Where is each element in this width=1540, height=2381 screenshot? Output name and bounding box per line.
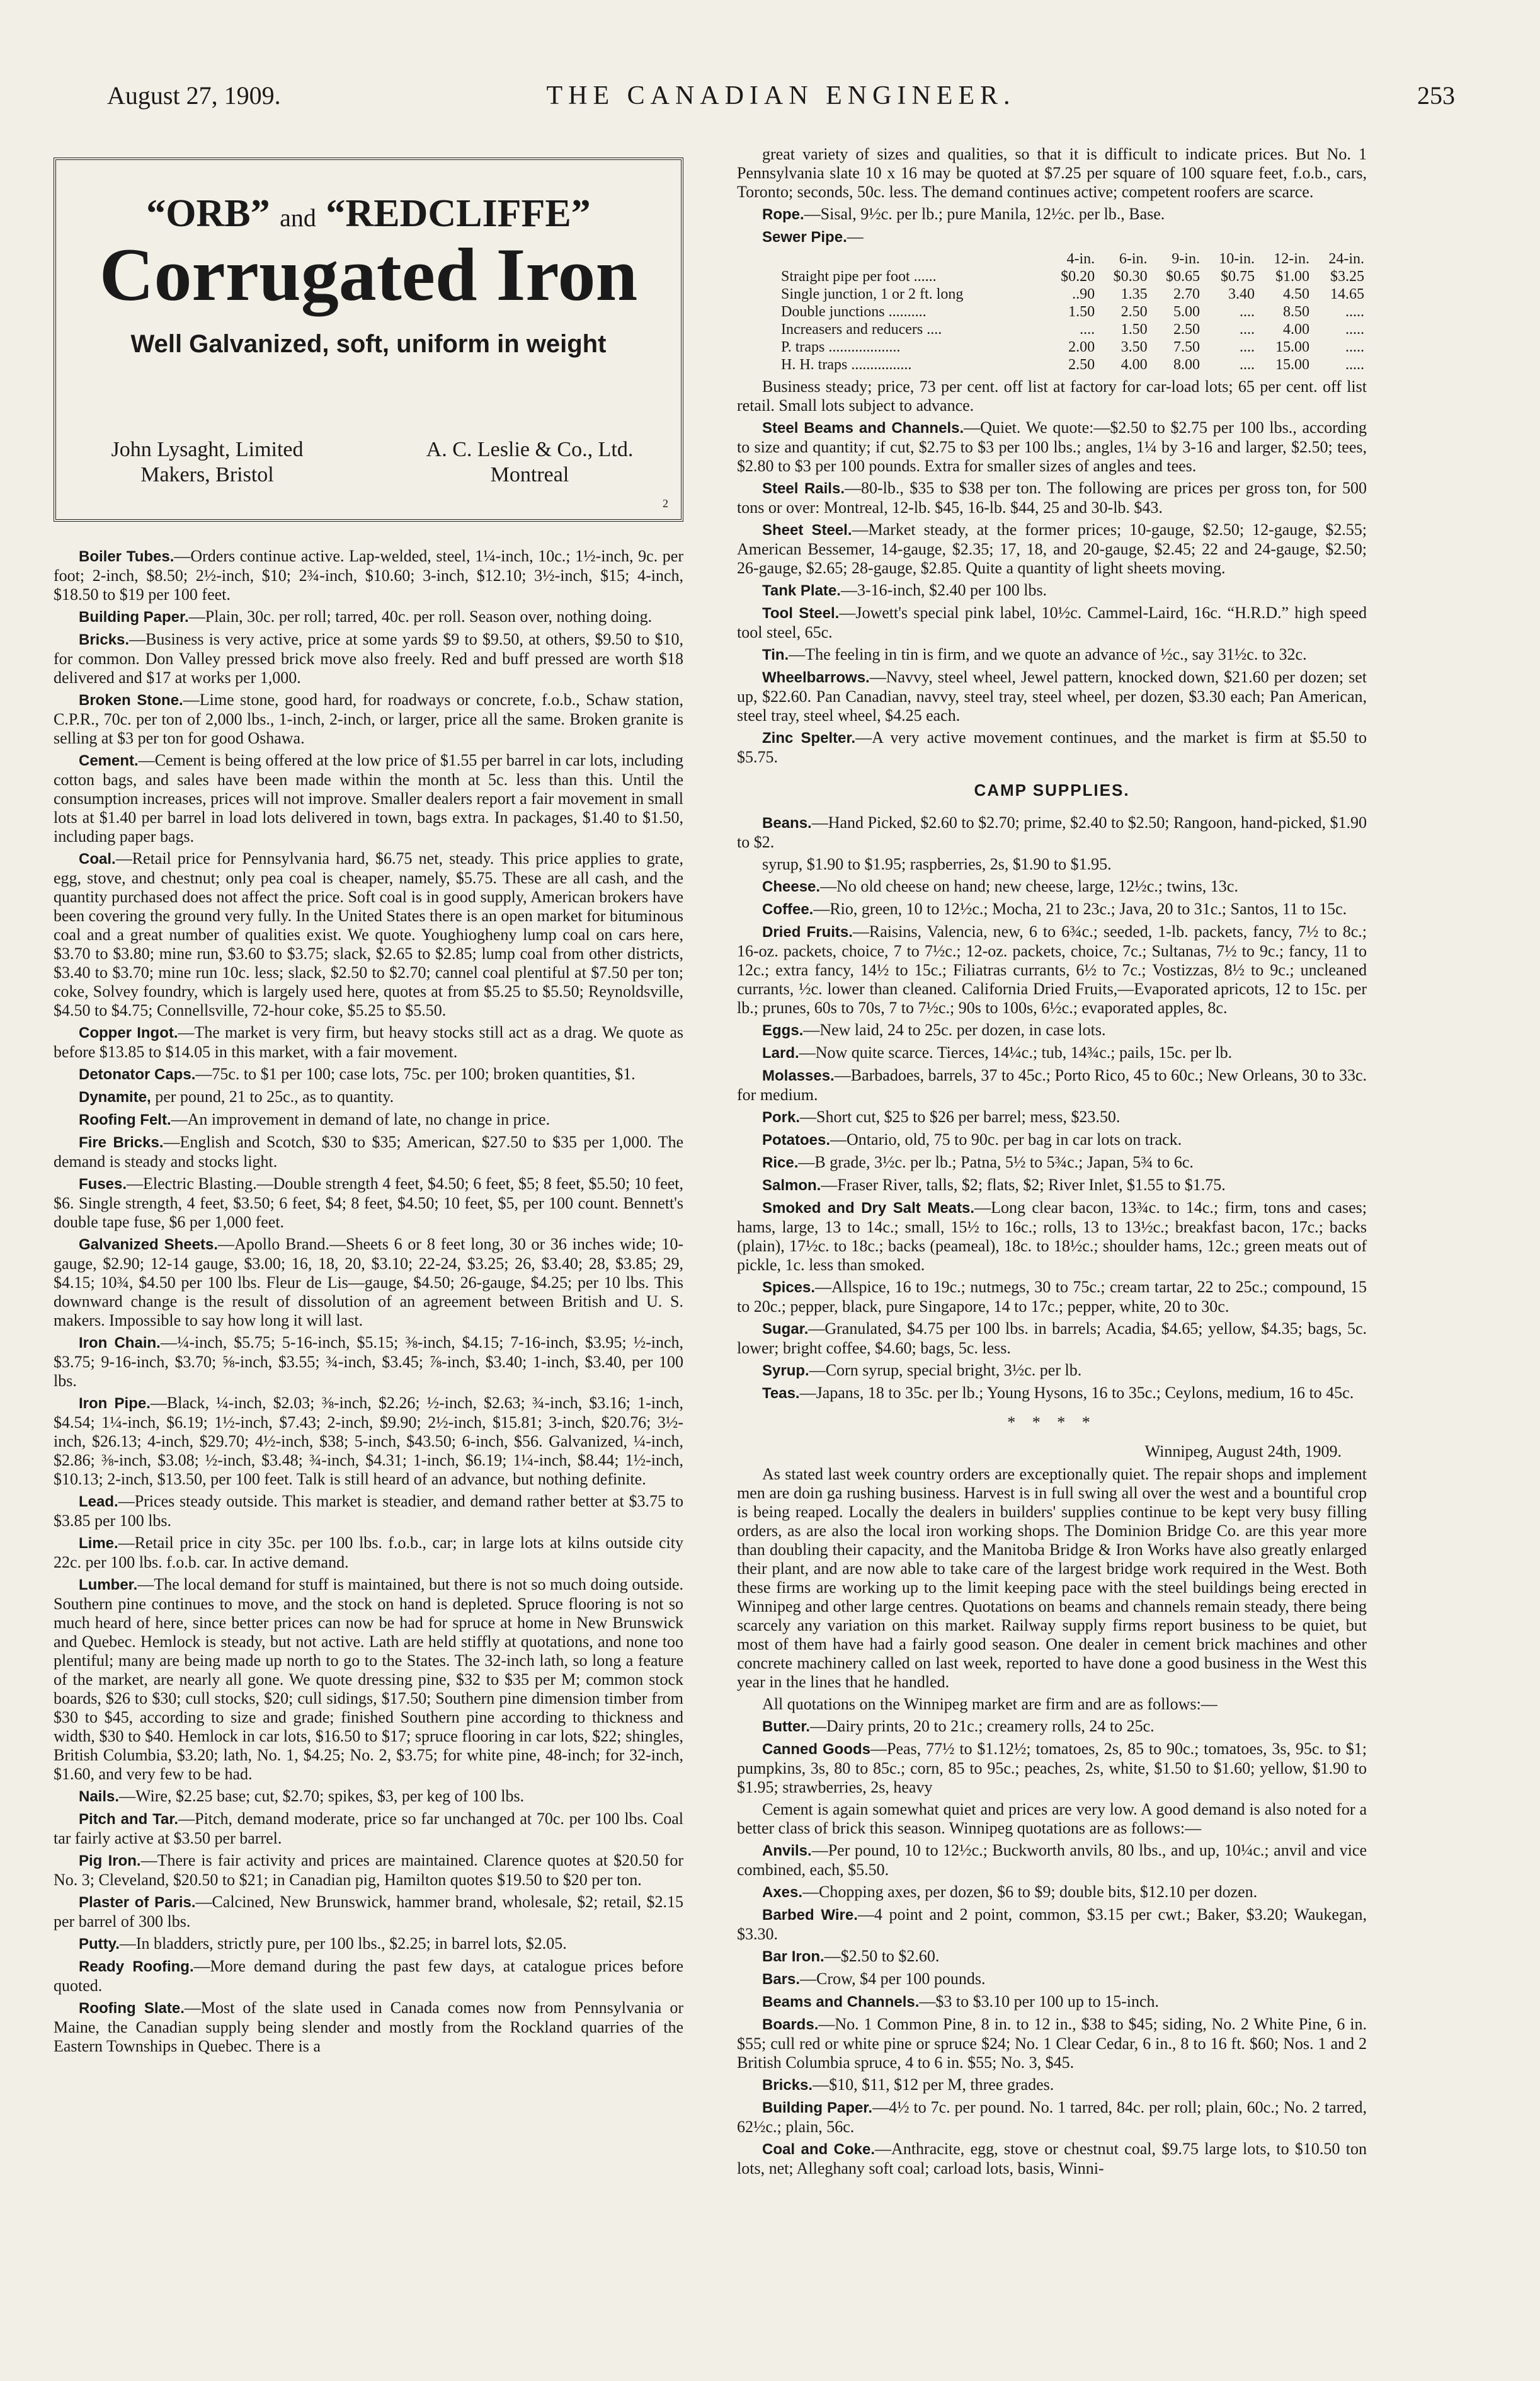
item-text: —Rio, green, 10 to 12½c.; Mocha, 21 to 23c.; Java, 20 to 31c.; Santos, 11 to 15c. — [813, 900, 1347, 918]
market-item — [737, 1108, 1367, 1127]
market-item — [737, 877, 1367, 897]
sewer-pipe-cell: $3.25 — [1330, 268, 1364, 285]
market-item — [737, 520, 1367, 578]
market-item — [737, 900, 1367, 919]
market-item — [54, 1023, 683, 1062]
toronto-market-items — [54, 547, 683, 2056]
ad-brand-redcliffe: “REDCLIFFE” — [326, 192, 591, 235]
report-paragraph: All quotations on the Winnipeg market are firm and are as follows:— — [762, 1695, 1218, 1713]
item-heading: Lime. — [79, 1535, 118, 1552]
market-item — [737, 145, 1367, 202]
item-heading: Axes. — [762, 1884, 803, 1901]
sewer-pipe-cell: 2.00 — [1068, 339, 1095, 355]
market-item — [737, 1153, 1367, 1173]
sewer-pipe-row — [737, 321, 1367, 338]
sewer-pipe-cell: 4.00 — [1121, 357, 1148, 373]
item-text: —Jowett's special pink label, 10½c. Cammel-Laird, 16c. “H.R.D.” high speed tool steel, 65c. — [737, 604, 1367, 641]
sewer-pipe-cell: P. traps ................... — [781, 339, 901, 355]
item-text: —Allspice, 16 to 19c.; nutmegs, 30 to 75c.; cream tartar, 22 to 25c.; compound, 15 to 20c.; pepper, black, pure Singapore, 14 to 17c.; pepper, white, 20 to 30c. — [737, 1278, 1367, 1316]
item-text: Cement is again somewhat quiet and prices are very low. A good demand is also noted for a better class of brick this season. Winnipeg quotations are as follows:— — [737, 1800, 1367, 1837]
market-item — [737, 2015, 1367, 2072]
item-text: —Corn syrup, special bright, 3½c. per lb. — [809, 1361, 1082, 1379]
sewer-pipe-cell: .... — [1080, 321, 1095, 338]
item-text: —Per pound, 10 to 12½c.; Buckworth anvils, 80 lbs., and up, 10¼c.; anvil and vice combined, each, $5.50. — [737, 1841, 1367, 1879]
market-item — [737, 922, 1367, 1018]
sewer-pipe-cell: 3.40 — [1228, 286, 1255, 302]
item-heading: Lead. — [79, 1493, 118, 1510]
left-column — [54, 145, 683, 2059]
market-item — [737, 855, 1367, 874]
market-item — [737, 1176, 1367, 1195]
market-item — [54, 1893, 683, 1931]
ad-product: Corrugated Iron — [99, 232, 638, 316]
sewer-pipe-cell: 1.35 — [1121, 286, 1148, 302]
item-text: —Pitch, demand moderate, price so far unchanged at 70c. per 100 lbs. Coal tar fairly active at $3.50 per barrel. — [54, 1810, 684, 1847]
ad-tagline: Well Galvanized, soft, uniform in weight — [130, 330, 607, 358]
sewer-pipe-cell: 14.65 — [1330, 286, 1364, 302]
item-text: —4 point and 2 point, common, $3.15 per cwt.; Baker, $3.20; Waukegan, $3.30. — [737, 1905, 1367, 1943]
market-item — [54, 1999, 683, 2056]
market-item — [737, 479, 1367, 517]
market-item — [54, 630, 683, 687]
market-item — [54, 547, 683, 604]
item-text: —A very active movement continues, and the market is firm at $5.50 to $5.75. — [737, 728, 1367, 766]
sewer-pipe-cell: 2.50 — [1173, 321, 1200, 338]
sewer-pipe-row — [737, 303, 1367, 321]
item-text: —Calcined, New Brunswick, hammer brand, wholesale, $2; retail, $2.15 per barrel of 300 lbs. — [54, 1893, 684, 1931]
item-heading: Ready Roofing. — [79, 1958, 194, 1975]
item-heading: Salmon. — [762, 1177, 821, 1194]
item-text: —In bladders, strictly pure, per 100 lbs., $2.25; in barrel lots, $2.05. — [119, 1934, 567, 1953]
market-item — [737, 1278, 1367, 1316]
sewer-pipe-cell: .... — [1239, 357, 1255, 373]
item-text: —No. 1 Common Pine, 8 in. to 12 in., $38 to $45; siding, No. 2 White Pine, 6 in. $55; cull red or white pine or spruce $24; No. 1 Clear Cedar, 6 in., 8 to 16 ft. $60; Nos. 1 and 2 British Columbia spruce, 4 to 6 in. $55; No. 3, $45. — [737, 2015, 1367, 2072]
item-heading: Iron Pipe. — [79, 1395, 151, 1412]
market-item — [54, 1575, 683, 1784]
sewer-pipe-cell: Single junction, 1 or 2 ft. long — [781, 286, 964, 302]
item-heading: Coffee. — [762, 901, 814, 918]
sewer-pipe-cell: Straight pipe per foot ...... — [781, 268, 937, 285]
market-item — [54, 1174, 683, 1232]
market-item — [737, 1841, 1367, 1879]
item-heading: Building Paper. — [79, 609, 189, 626]
item-heading: Galvanized Sheets. — [79, 1236, 219, 1253]
item-text: —Granulated, $4.75 per 100 lbs. in barrels; Acadia, $4.65; yellow, $4.35; bags, 5c. lower; bright coffee, $4.60; bags, 5c. less. — [737, 1319, 1367, 1357]
market-item — [54, 1333, 683, 1391]
item-heading: Bricks. — [79, 631, 130, 648]
item-heading: Tin. — [762, 646, 789, 663]
item-text: —Dairy prints, 20 to 21c.; creamery rolls, 24 to 25c. — [810, 1717, 1155, 1735]
corrugated-iron-advertisement — [54, 158, 683, 522]
sewer-pipe-column-header: 4-in. — [1066, 251, 1095, 267]
item-heading: Pitch and Tar. — [79, 1811, 179, 1828]
page-header — [107, 81, 1455, 118]
item-text: —Navvy, steel wheel, Jewel pattern, knocked down, $21.60 per dozen; set up, $22.60. Pan Canadian, navvy, steel tray, steel wheel, per dozen, $3.30 each; Pan American, steel tray, steel wheel, $4.25 each. — [737, 668, 1367, 725]
market-item — [54, 691, 683, 748]
item-text: —Crow, $4 per 100 pounds. — [800, 1970, 986, 1988]
sewer-pipe-cell: $1.00 — [1275, 268, 1309, 285]
sewer-pipe-column-header: 24-in. — [1328, 251, 1364, 267]
issue-date: August 27, 1909. — [107, 81, 281, 110]
item-text: —Hand Picked, $2.60 to $2.70; prime, $2.40 to $2.50; Rangoon, hand-picked, $1.90 to $2. — [737, 813, 1367, 851]
market-item — [737, 1130, 1367, 1150]
item-heading: Canned Goods — [762, 1741, 871, 1758]
sewer-pipe-cell: 4.00 — [1282, 321, 1309, 338]
ad-number: 2 — [663, 497, 668, 510]
item-heading: Detonator Caps. — [79, 1066, 196, 1083]
item-heading: Copper Ingot. — [79, 1024, 178, 1041]
item-text: —English and Scotch, $30 to $35; American, $27.50 to $35 per 1,000. The demand is steady and stocks light. — [54, 1133, 684, 1171]
item-text: —4½ to 7c. per pound. No. 1 tarred, 84c. per roll; plain, 60c.; No. 2 tarred, 62½c.; plain, 56c. — [737, 2098, 1367, 2136]
item-text: —Fraser River, talls, $2; flats, $2; River Inlet, $1.55 to $1.75. — [821, 1176, 1226, 1194]
sewer-pipe-cell: 4.50 — [1282, 286, 1309, 302]
item-heading: Steel Beams and Channels. — [762, 420, 964, 437]
item-heading: Roofing Slate. — [79, 2000, 185, 2017]
market-item — [737, 1198, 1367, 1275]
ad-brand-and: and — [280, 204, 316, 232]
item-heading: Nails. — [79, 1788, 120, 1805]
sewer-pipe-cell: ..... — [1345, 339, 1364, 355]
market-item — [737, 1384, 1367, 1403]
item-heading: Barbed Wire. — [762, 1907, 858, 1924]
item-heading: Cement. — [79, 752, 139, 769]
item-heading: Smoked and Dry Salt Meats. — [762, 1200, 975, 1217]
item-heading: Boiler Tubes. — [79, 548, 174, 565]
section-separator: * * * * — [1007, 1413, 1097, 1431]
sewer-pipe-cell: ..... — [1345, 304, 1364, 320]
sewer-pipe-cell: 7.50 — [1173, 339, 1200, 355]
item-text: —Lime stone, good hard, for roadways or concrete, f.o.b., Schaw station, C.P.R., 70c. per ton of 2,000 lbs., 1-inch, 2-inch, or larger, price all the same. Broken granite is selling at $3 per ton for good Oshawa. — [54, 691, 683, 747]
market-item — [54, 1492, 683, 1530]
item-heading: Potatoes. — [762, 1132, 831, 1149]
sewer-pipe-column-header: 12-in. — [1274, 251, 1309, 267]
item-heading: Sugar. — [762, 1321, 809, 1338]
item-heading: Bar Iron. — [762, 1948, 824, 1965]
item-heading: Plaster of Paris. — [79, 1894, 196, 1911]
sewer-pipe-cell: ..90 — [1072, 286, 1095, 302]
market-items-continued — [737, 145, 1367, 247]
item-heading: Butter. — [762, 1718, 811, 1735]
market-items-after-table — [737, 377, 1367, 767]
item-text: —Japans, 18 to 35c. per lb.; Young Hysons, 16 to 35c.; Ceylons, medium, 16 to 45c. — [799, 1384, 1354, 1402]
item-text: —New laid, 24 to 25c. per dozen, in case lots. — [803, 1021, 1106, 1039]
market-item — [737, 1800, 1367, 1838]
item-text: —An improvement in demand of late, no change in price. — [171, 1110, 550, 1128]
sewer-pipe-row — [737, 268, 1367, 285]
market-item — [54, 751, 683, 846]
market-item — [737, 227, 1367, 247]
item-text: —There is fair activity and prices are maintained. Clarence quotes at $20.50 for No. 3; Cleveland, $20.50 to $21; in Canadian pig, Hamilton quotes $19.50 to $20 per ton. — [54, 1851, 683, 1889]
item-heading: Broken Stone. — [79, 692, 183, 709]
item-text: great variety of sizes and qualities, so that it is difficult to indicate prices. But No. 1 Pennsylvania slate 10 x 16 may be quoted at $7.25 per square of 100 square feet, f.o.b., cars, Toronto; seconds, 50c. less. The demand continues active; competent roofers are scarce. — [737, 145, 1367, 201]
market-item — [737, 604, 1367, 642]
item-heading: Tool Steel. — [762, 605, 840, 622]
sewer-pipe-row — [737, 338, 1367, 356]
item-text: —Raisins, Valencia, new, 6 to 6¾c.; seeded, 1-lb. packets, fancy, 7½ to 8c.; 16-oz. packets, choice, 7 to 7½c.; 12-oz. packets, choice, 7c.; Sultanas, 7½ to 9c.; fancy, 11 to 12c.; extra fancy, 14½ to 15c.; Filiatras currants, 6½ to 7c.; Vostizzas, 8½ to 9c.; uncleaned currants, ½c. lower than cleaned. California Dried Fruits,—Evaporated apricots, 12 to 15c. per lb.; prunes, 60s to 70s, 7 to 7½c.; 90s to 100s, 6½c.; evaporated apples, 8c. — [737, 922, 1367, 1017]
item-heading: Beams and Channels. — [762, 1994, 920, 2011]
item-text: —Retail price in city 35c. per 100 lbs. f.o.b., car; in large lots at kilns outside city 22c. per 100 lbs. f.o.b. car. In active demand. — [54, 1534, 683, 1571]
item-text: —Quiet. We quote:—$2.50 to $2.75 per 100 lbs., according to size and quantity; if cut, $2.75 to $3 per 100 lbs.; angles, 1¼ by 3-16 and larger, $2.50; tees, $2.80 to $3 per 100 pounds. Extra for smaller sizes of angles and tees. — [737, 418, 1367, 475]
market-item — [737, 1066, 1367, 1104]
sewer-pipe-cell: 2.50 — [1068, 357, 1095, 373]
item-text: —Plain, 30c. per roll; tarred, 40c. per roll. Season over, nothing doing. — [188, 607, 653, 626]
camp-supplies-items — [737, 813, 1367, 1403]
item-text: — — [847, 227, 864, 246]
market-item — [54, 1394, 683, 1489]
sewer-pipe-cell: 8.50 — [1282, 304, 1309, 320]
item-text: —¼-inch, $5.75; 5-16-inch, $5.15; ⅜-inch, $4.15; 7-16-inch, $3.95; ½-inch, $3.75; 9-16-inch, $3.70; ⅝-inch, $3.55; ¾-inch, $3.45; ⅞-inch, $3.40; 1-inch, $3.40, per 100 lbs. — [54, 1333, 683, 1390]
market-item — [737, 377, 1367, 415]
ad-maker-leslie: A. C. Leslie & Co., Ltd. Montreal — [426, 438, 634, 486]
item-heading: Iron Chain. — [79, 1334, 161, 1351]
market-item — [737, 645, 1367, 665]
sewer-pipe-row — [737, 285, 1367, 303]
winnipeg-market-items — [737, 1717, 1367, 2178]
item-text: —Prices steady outside. This market is steadier, and demand rather better at $3.75 to $3.85 per 100 lbs. — [54, 1492, 683, 1530]
item-text: —The feeling in tin is firm, and we quote an advance of ½c., say 31½c. to 32c. — [789, 645, 1307, 663]
item-text: syrup, $1.90 to $1.95; raspberries, 2s, $1.90 to $1.95. — [762, 855, 1112, 873]
market-item — [737, 1043, 1367, 1063]
item-text: —Sisal, 9½c. per lb.; pure Manila, 12½c. per lb., Base. — [804, 205, 1165, 223]
item-text: —80-lb., $35 to $38 per ton. The following are prices per gross ton, for 500 tons or over: Montreal, 12-lb. $45, 16-lb. $44, 25 and 30-lb. $43. — [737, 479, 1367, 517]
item-text: —Market steady, at the former prices; 10-gauge, $2.50; 12-gauge, $2.55; American Bessemer, 14-gauge, $2.35; 17, 18, and 20-gauge, $2.45; 22 and 24-gauge, $2.50; 26-gauge, $2.65; 28-gauge, $2.85. Quite a quantity of light sheets moving. — [737, 520, 1367, 577]
market-item — [54, 1065, 683, 1084]
sewer-pipe-cell: 15.00 — [1275, 357, 1309, 373]
item-text: —$2.50 to $2.60. — [824, 1947, 940, 1965]
item-heading: Syrup. — [762, 1362, 809, 1379]
item-heading: Fire Bricks. — [79, 1134, 164, 1151]
item-heading: Coal and Coke. — [762, 2141, 876, 2158]
sewer-pipe-cell: .... — [1239, 304, 1255, 320]
item-heading: Sheet Steel. — [762, 522, 852, 539]
market-item — [54, 1235, 683, 1330]
market-item — [54, 1787, 683, 1806]
market-item — [737, 1021, 1367, 1040]
ad-maker-lysaght: John Lysaght, Limited Makers, Bristol — [111, 438, 304, 486]
market-item — [737, 728, 1367, 767]
market-item — [54, 1534, 683, 1572]
ad-brand-orb: “ORB” — [146, 192, 270, 235]
sewer-pipe-cell: ..... — [1345, 321, 1364, 338]
market-item — [737, 1319, 1367, 1358]
sewer-pipe-cell: Double junctions .......... — [781, 304, 927, 320]
item-text: —Apollo Brand.—Sheets 6 or 8 feet long, 30 or 36 inches wide; 10-gauge, $2.90; 12-14 gauge, $3.00; 16, 18, 20, $3.10; 22-24, $3.25; 26, $3.40; 28, $3.85; 29, $4.15; 10¾, $4.50 per 100 lbs. Fleur de Lis—gauge, $4.50; 26-gauge, $4.25; per 10 lbs. This downward change is the result of dissolution of an agreement between British and U. S. makers. Impossible to say how long it will last. — [54, 1235, 683, 1329]
sewer-pipe-header-row — [737, 250, 1367, 268]
market-item — [737, 813, 1367, 852]
market-item — [737, 1361, 1367, 1380]
item-text: —Short cut, $25 to $26 per barrel; mess, $23.50. — [800, 1108, 1121, 1126]
item-text: —Anthracite, egg, stove or chestnut coal, $9.75 large lots, to $10.50 ton lots, net; Alleghany soft coal; carload lots, basis, Winni- — [737, 2140, 1367, 2177]
sewer-pipe-column-header: 6-in. — [1119, 251, 1148, 267]
item-text: —Now quite scarce. Tierces, 14¼c.; tub, 14¾c.; pails, 15c. per lb. — [799, 1043, 1233, 1062]
item-heading: Rice. — [762, 1154, 799, 1171]
market-item — [737, 1970, 1367, 1989]
item-heading: Dynamite, — [79, 1089, 151, 1106]
item-heading: Teas. — [762, 1385, 800, 1402]
item-text: Business steady; price, 73 per cent. off list at factory for car-load lots; 65 per cent. off list retail. Small lots subject to advance. — [737, 377, 1367, 415]
item-heading: Pork. — [762, 1109, 801, 1126]
sewer-pipe-cell: ..... — [1345, 357, 1364, 373]
market-item — [54, 1957, 683, 1995]
market-item — [54, 1810, 683, 1848]
page-number: 253 — [1417, 81, 1455, 110]
sewer-pipe-row — [737, 356, 1367, 374]
item-text: —Orders continue active. Lap-welded, steel, 1¼-inch, 10c.; 1½-inch, 9c. per foot; 2-inch, $8.50; 2½-inch, $10; 2¾-inch, $10.60; 3-inch, $12.10; 3½-inch, $15; 4-inch, $18.50 to $19 per 100 feet. — [54, 547, 683, 604]
item-heading: Spices. — [762, 1279, 816, 1296]
sewer-pipe-cell: 8.00 — [1173, 357, 1200, 373]
item-heading: Anvils. — [762, 1842, 812, 1859]
item-text: —Peas, 77½ to $1.12½; tomatoes, 2s, 85 to 90c.; tomatoes, 3s, 95c. to $1; pumpkins, 3s, 80 to 85c.; corn, 85 to 95c.; peaches, 2s, white, $1.50 to $1.60; yellow, $1.90 to $1.95; strawberries, 2s, heavy — [737, 1740, 1367, 1796]
right-column — [737, 145, 1367, 2181]
item-text: —The market is very firm, but heavy stocks still act as a drag. We quote as before $13.85 to $14.05 in this market, with a fair movement. — [54, 1023, 683, 1061]
market-item — [737, 1740, 1367, 1797]
market-item — [54, 607, 683, 627]
journal-title: THE CANADIAN ENGINEER. — [546, 81, 1016, 110]
item-heading: Zinc Spelter. — [762, 730, 856, 747]
sewer-pipe-cell: 15.00 — [1275, 339, 1309, 355]
sewer-pipe-cell: $0.30 — [1113, 268, 1148, 285]
item-text: —The local demand for stuff is maintained, but there is not so much doing outside. Southern pine continues to move, and the stock on hand is depleted. Spruce flooring is not so much heard of here, since better prices can now be had for spruce at home in New Brunswick and Quebec. Hemlock is steady, but not active. Lath are held stiffly at quotations, and none too plentiful; many are being made up north to go to the States. The 32-inch lath, so long a feature of the market, are nearly all gone. We quote dressing pine, $32 to $35 per M; common stock boards, $26 to $30; cull stocks, $20; cull sidings, $17.50; Southern pine dimension timber from $30 to $45, according to size and grade; finished Southern pine according to thickness and width, $30 to $40. Hemlock in car lots, $16.50 to $17; spruce flooring in car lots, $22; shingles, British Columbia, $3.20; lath, No. 1, $4.25; No. 2, $3.75; for white pine, 48-inch; for 32-inch, $1.60, and very few to be had. — [54, 1575, 683, 1783]
item-heading: Lumber. — [79, 1576, 138, 1593]
item-heading: Sewer Pipe. — [762, 229, 847, 246]
market-item — [737, 1947, 1367, 1966]
item-text: —75c. to $1 per 100; case lots, 75c. per 100; broken quantities, $1. — [195, 1065, 636, 1083]
sewer-pipe-cell: $0.65 — [1165, 268, 1200, 285]
item-text: —$10, $11, $12 per M, three grades. — [813, 2075, 1054, 2094]
market-item — [737, 668, 1367, 725]
market-item — [737, 205, 1367, 224]
market-item — [54, 1133, 683, 1171]
sewer-pipe-column-header: 9-in. — [1172, 251, 1200, 267]
market-item — [54, 1087, 683, 1107]
sewer-pipe-cell: 1.50 — [1068, 304, 1095, 320]
item-heading: Putty. — [79, 1936, 120, 1953]
item-text: —Business is very active, price at some yards $9 to $9.50, at others, $9.50 to $10, for common. Don Valley pressed brick move also freely. Red and buff pressed are worth $18 delivered and $17 at works per 1,000. — [54, 630, 683, 687]
market-item — [54, 1934, 683, 1954]
item-text: —$3 to $3.10 per 100 up to 15-inch. — [919, 1992, 1159, 2011]
market-item — [737, 418, 1367, 476]
item-heading: Dried Fruits. — [762, 924, 853, 941]
item-text: —Most of the slate used in Canada comes now from Pennsylvania or Maine, the Canadian supply being slender and mostly from the Rockland quarries of the Eastern Townships in Quebec. There is a — [54, 1999, 683, 2055]
winnipeg-report — [737, 1465, 1367, 1714]
market-item — [737, 1905, 1367, 1944]
ad-brand-names — [56, 160, 681, 235]
item-heading: Rope. — [762, 206, 804, 223]
sewer-pipe-cell: .... — [1239, 321, 1255, 338]
sewer-pipe-cell: 3.50 — [1121, 339, 1148, 355]
item-heading: Building Paper. — [762, 2099, 873, 2116]
camp-supplies-heading: CAMP SUPPLIES. — [974, 781, 1130, 800]
item-text: —Ontario, old, 75 to 90c. per bag in car lots on track. — [830, 1130, 1182, 1149]
item-heading: Roofing Felt. — [79, 1111, 171, 1128]
item-text: —Electric Blasting.—Double strength 4 feet, $4.50; 6 feet, $5; 8 feet, $5.50; 10 feet, $6. Single strength, 4 feet, $3.50; 6 feet, $4; 8 feet, $4.50; 10 feet, $5, per 100 count. Bennett's double tape fuse, $6 per 1,000 feet. — [54, 1174, 683, 1231]
sewer-pipe-cell: 2.50 — [1121, 304, 1148, 320]
item-heading: Eggs. — [762, 1022, 804, 1039]
market-item — [737, 2140, 1367, 2178]
item-heading: Bricks. — [762, 2077, 813, 2094]
market-item — [54, 849, 683, 1020]
item-heading: Wheelbarrows. — [762, 669, 870, 686]
sewer-pipe-cell: H. H. traps ................ — [781, 357, 912, 373]
market-item — [737, 2098, 1367, 2137]
market-item — [737, 1883, 1367, 1902]
report-paragraph: As stated last week country orders are exceptionally quiet. The repair shops and implement men are doin ga rushing business. Harvest is in full swing all over the west and a bountiful crop is being reaped. Locally the dealers in builders' supplies continue to be kept very busy filling orders, as are also the local iron working shops. The Dominion Bridge Co. are this year more than doubling their capacity, and the Manitoba Bridge & Iron Works have also greatly enlarged their plant, and are now able to take care of the largest bridge work required in the West. Both these firms are working up to the limit keeping pace with the steel buildings being erected in Winnipeg and other large centres. Quotations on beams and channels remain steady, there being scarcely any variation on this market. Railway supply firms report business to be quiet, but most of them have had a fairly good season. One dealer in cement brick machines and other concrete machinery called on last week, reported to have done a good business in the West this year in the lines that he handled. — [737, 1465, 1367, 1691]
item-heading: Beans. — [762, 815, 812, 832]
item-text: —Wire, $2.25 base; cut, $2.70; spikes, $3, per keg of 100 lbs. — [119, 1787, 525, 1805]
sewer-pipe-cell: .... — [1239, 339, 1255, 355]
item-text: —3-16-inch, $2.40 per 100 lbs. — [840, 581, 1047, 599]
item-text: —More demand during the past few days, at catalogue prices before quoted. — [54, 1957, 683, 1995]
item-heading: Lard. — [762, 1045, 799, 1062]
item-heading: Tank Plate. — [762, 582, 841, 599]
sewer-pipe-column-header — [737, 250, 1045, 268]
market-item — [737, 1992, 1367, 2012]
market-item — [54, 1110, 683, 1130]
sewer-pipe-cell: 1.50 — [1121, 321, 1148, 338]
sewer-pipe-cell: Increasers and reducers .... — [781, 321, 942, 338]
item-text: —B grade, 3½c. per lb.; Patna, 5½ to 5¾c.; Japan, 5¾ to 6c. — [798, 1153, 1194, 1171]
sewer-pipe-cell: $0.75 — [1220, 268, 1255, 285]
item-text: —Long clear bacon, 13¾c. to 14c.; firm, tons and cases; hams, large, 13 to 14c.; small, 15½ to 16c.; rolls, 13 to 13½c.; breakfast bacon, 17c.; backs (plain), 17½c. to 18c.; backs (peameal), 18c. to 18½c.; shoulder hams, 12c.; green meats out of pickle, 1c. less than smoked. — [737, 1198, 1367, 1274]
market-item — [54, 1851, 683, 1890]
sewer-pipe-cell: $0.20 — [1061, 268, 1095, 285]
item-text: per pound, 21 to 25c., as to quantity. — [151, 1087, 394, 1106]
market-item — [737, 581, 1367, 600]
item-text: —Black, ¼-inch, $2.03; ⅜-inch, $2.26; ½-inch, $2.63; ¾-inch, $3.16; 1-inch, $4.54; 1¼-inch, $6.19; 1½-inch, $7.43; 2-inch, $9.90; 2½-inch, $15.81; 3-inch, $20.76; 3½-inch, $26.13; 4-inch, $29.70; 4½-inch, $38; 5-inch, $43.50; 6-inch, $56. Galvanized, ¼-inch, $2.86; ⅜-inch, $3.08; ½-inch, $3.48; ¾-inch, $4.31; 1-inch, $6.19; 1¼-inch, $8.44; 1½-inch, $10.13; 2-inch, $13.50, per 100 feet. Talk is still heard of an advance, but nothing definite. — [54, 1394, 683, 1488]
sewer-pipe-cell: 5.00 — [1173, 304, 1200, 320]
sewer-pipe-table — [737, 250, 1367, 374]
item-heading: Bars. — [762, 1971, 801, 1988]
item-text: —Retail price for Pennsylvania hard, $6.75 net, steady. This price applies to grate, egg, stove, and chestnut; only pea coal is cheaper, namely, $5.75. These are all cash, and the quantity purchased does not affect the price. Soft coal is in good supply, American brokers have been covering the ground very fully. In the United States there is an open market for bituminous coal and a great number of qualities exist. We quote. Youghiogheny lump coal on cars here, $3.70 to $3.80; mine run, $3.60 to $3.75; slack, $2.65 to $2.85; lump coal from other districts, $3.40 to $3.70; mine run 10c. less; slack, $2.50 to $2.70; cannel coal plentiful at $7.50 per ton; coke, Solvey foundry, which is largely used here, quotes at from $5.25 to $5.50; Reynoldsville, $4.50 to $4.75; Connellsville, 72-hour coke, $5.25 to $5.50. — [54, 849, 683, 1019]
item-text: —Cement is being offered at the low price of $1.55 per barrel in car lots, including cotton bags, and sales have been made within the month at 5c. less than this. Until the consumption increases, prices will not improve. Smaller dealers report a fair movement in small lots at $1.40 per barrel in load lots delivered in town, bags extra. In packages, $1.40 to $1.50, including paper bags. — [54, 751, 683, 846]
item-heading: Boards. — [762, 2016, 819, 2033]
market-item — [737, 2075, 1367, 2095]
item-text: —No old cheese on hand; new cheese, large, 12½c.; twins, 13c. — [820, 877, 1238, 895]
market-item — [737, 1717, 1367, 1736]
sewer-pipe-cell: 2.70 — [1173, 286, 1200, 302]
item-text: —Chopping axes, per dozen, $6 to $9; double bits, $12.10 per dozen. — [802, 1883, 1258, 1901]
item-text: —Barbadoes, barrels, 37 to 45c.; Porto Rico, 45 to 60c.; New Orleans, 30 to 33c. for medium. — [737, 1066, 1367, 1104]
item-heading: Pig Iron. — [79, 1852, 141, 1869]
sewer-pipe-column-header: 10-in. — [1219, 251, 1255, 267]
item-heading: Coal. — [79, 851, 116, 868]
item-heading: Fuses. — [79, 1176, 127, 1193]
winnipeg-dateline: Winnipeg, August 24th, 1909. — [1144, 1442, 1342, 1460]
item-heading: Cheese. — [762, 878, 821, 895]
item-heading: Steel Rails. — [762, 480, 845, 497]
item-heading: Molasses. — [762, 1067, 835, 1084]
